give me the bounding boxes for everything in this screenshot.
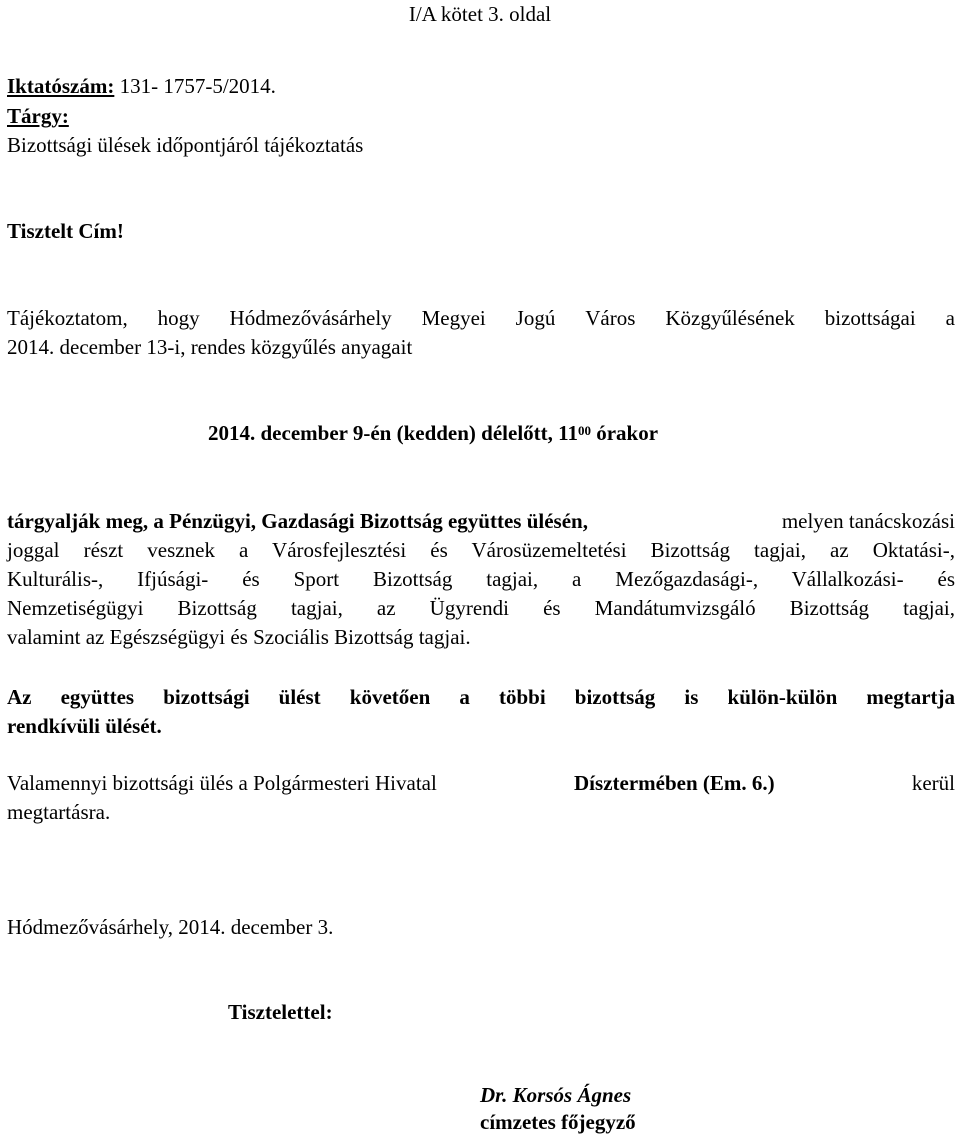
body1-line-4: Nemzetiségügyi Bizottság tagjai, az Ügyrendi és Mandátumvizsgáló Bizottság tagjai,: [7, 596, 955, 620]
registration-number-label: Iktatószám:: [7, 74, 115, 98]
body3-location: Dísztermében (Em. 6.): [574, 771, 775, 795]
body-paragraph-1: [7, 507, 955, 652]
intro-word: Megyei: [421, 306, 486, 330]
page-reference: [0, 2, 960, 26]
intro-word: hogy: [157, 306, 200, 330]
body1-line-1: [7, 507, 955, 536]
signatory-name: Dr. Korsós Ágnes: [480, 1083, 632, 1107]
intro-word: Tájékoztatom,: [7, 306, 128, 330]
place-and-date: Hódmezővásárhely, 2014. december 3.: [7, 915, 334, 939]
meeting-suffix: órakor: [596, 421, 659, 445]
meeting-minutes: 00: [577, 423, 591, 438]
intro-line-1: [7, 304, 955, 333]
intro-word: Közgyűlésének: [665, 306, 795, 330]
page-reference-text: I/A kötet 3. oldal: [408, 2, 552, 26]
body2-line-1: Az együttes bizottsági ülést követően a többi bizottság is külön-külön megtartja: [7, 685, 955, 709]
body3-line-2: megtartásra.: [7, 800, 111, 824]
intro-word: Jogú: [515, 306, 556, 330]
body-paragraph-2: [7, 683, 955, 741]
body3-start: Valamennyi bizottsági ülés a Polgármesteri Hivatal: [7, 771, 437, 795]
body2-line-2: rendkívüli ülését.: [7, 714, 162, 738]
meeting-date: 2014. december 9-én (kedden) délelőtt, 11: [208, 421, 578, 445]
salutation: Tisztelt Cím!: [7, 219, 124, 243]
intro-word: Város: [585, 306, 636, 330]
body3-line-1: [7, 769, 955, 798]
intro-word: Hódmezővásárhely: [229, 306, 392, 330]
signatory-title: címzetes főjegyző: [480, 1110, 636, 1134]
intro-line-2: 2014. december 13-i, rendes közgyűlés anyagait: [7, 335, 413, 359]
closing-phrase: Tisztelettel:: [228, 1000, 333, 1024]
intro-word: a: [945, 306, 955, 330]
body-paragraph-3: [7, 769, 955, 827]
registration-number: [7, 74, 276, 98]
body1-line-5: valamint az Egészségügyi és Szociális Bizottság tagjai.: [7, 625, 471, 649]
subject-value: Bizottsági ülések időpontjáról tájékoztatás: [7, 133, 364, 157]
subject-label: Tárgy:: [7, 104, 69, 128]
body1-line-3: Kulturális-, Ifjúsági- és Sport Bizottság tagjai, a Mezőgazdasági-, Vállalkozási- és: [7, 567, 955, 591]
intro-paragraph: [7, 304, 955, 362]
intro-word: bizottságai: [824, 306, 916, 330]
body1-line-2: joggal részt vesznek a Városfejlesztési és Városüzemeltetési Bizottság tagjai, az Oktatási-,: [7, 538, 955, 562]
registration-number-value: 131- 1757-5/2014.: [119, 74, 276, 98]
meeting-time: [208, 421, 658, 445]
body3-end: kerül: [911, 771, 955, 795]
body1-line1-rest: melyen tanácskozási: [781, 509, 955, 533]
body1-bold-start: tárgyalják meg, a Pénzügyi, Gazdasági Bizottság együttes ülésén,: [7, 509, 588, 533]
